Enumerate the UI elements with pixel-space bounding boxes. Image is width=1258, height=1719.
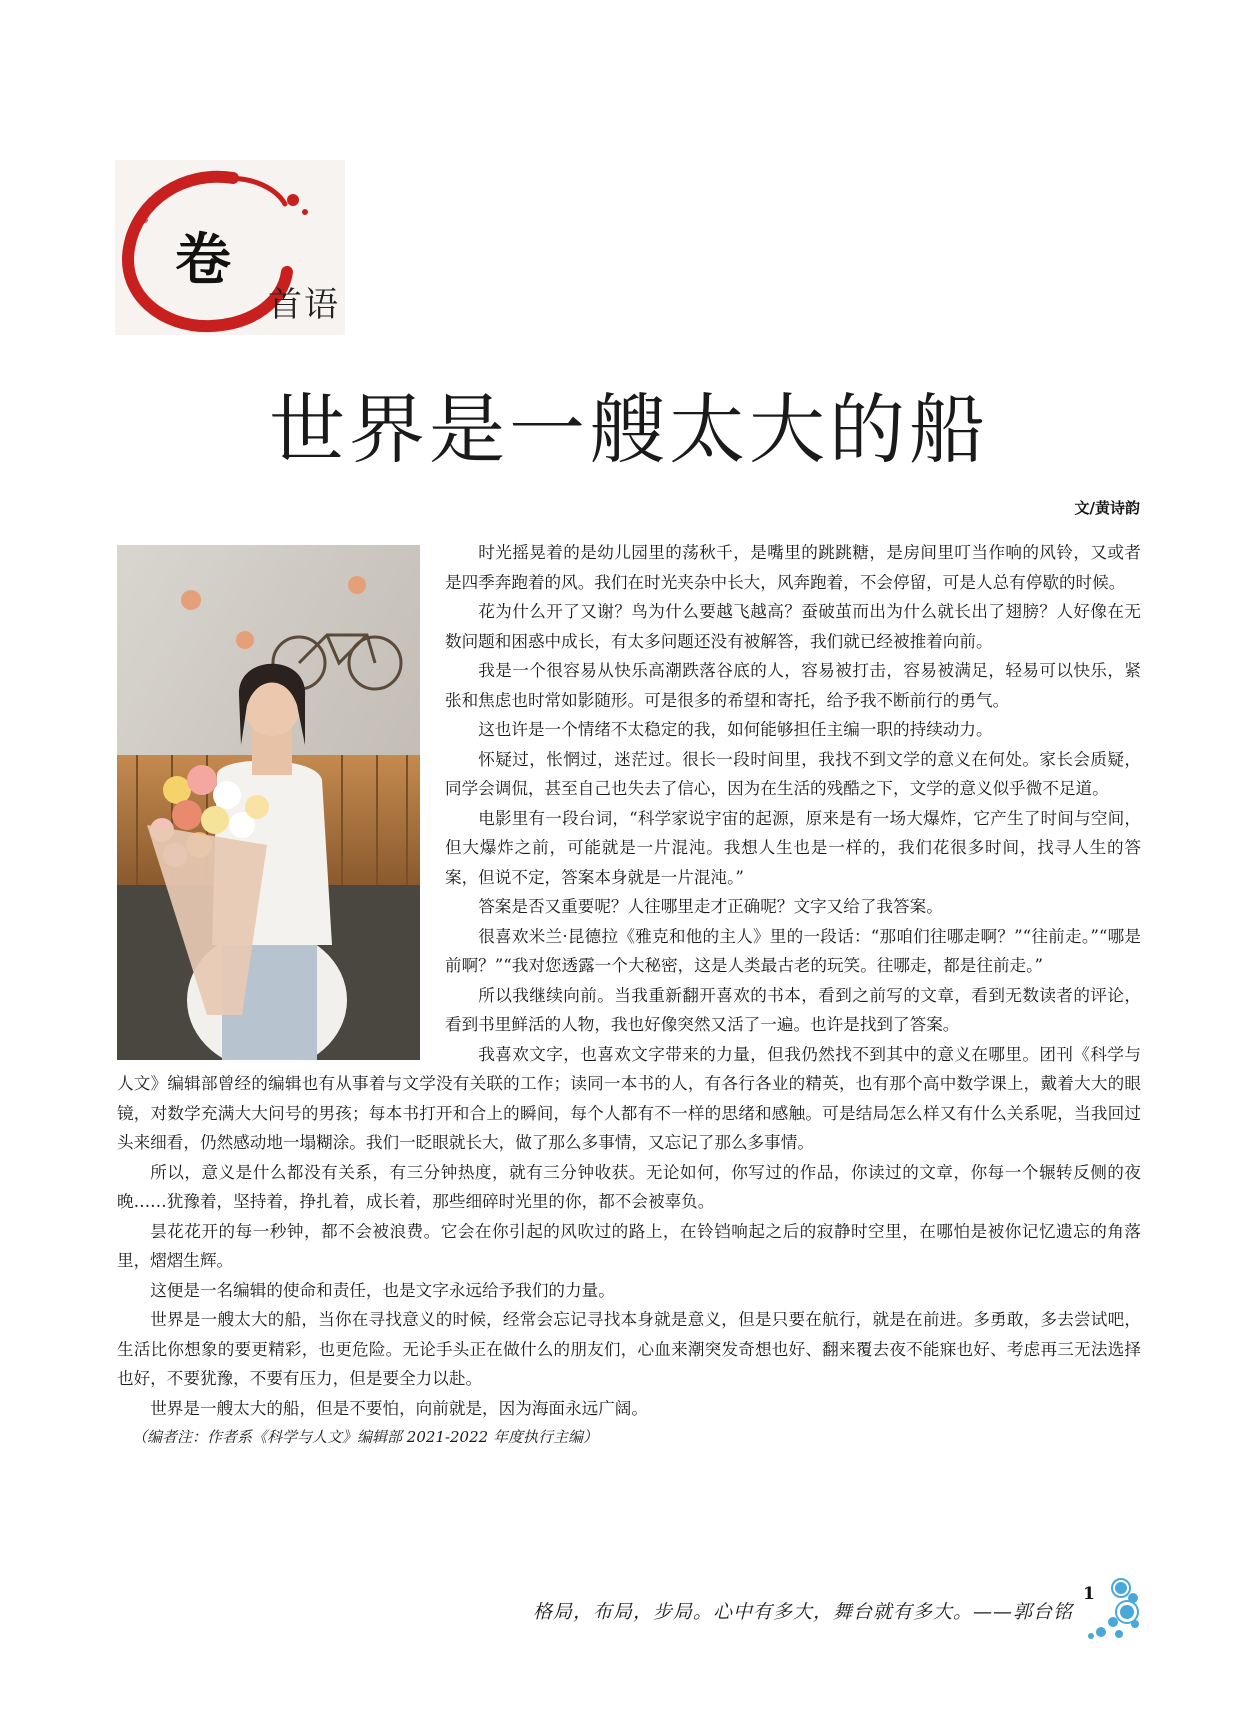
page-number: 1 (1083, 1584, 1095, 1604)
paragraph: 世界是一艘太大的船，当你在寻找意义的时候，经常会忘记寻找本身就是意义，但是只要在航行，就是在前进。多勇敢，多去尝试吧，生活比你想象的要更精彩，也更危险。无论手头正在做什么的朋友们，心血来潮突发奇想也好、翻来覆去夜不能寐也好、考虑再三无法选择也好，不要犹豫，不要有压力，但是要全力以赴。 (117, 1310, 1141, 1388)
paragraph: 所以，意义是什么都没有关系，有三分钟热度，就有三分钟收获。无论如何，你写过的作品，你读过的文章，你每一个辗转反侧的夜晚……犹豫着，坚持着，挣扎着，成长着，那些细碎时光里的你，都不会被辜负。 (117, 1162, 1141, 1211)
paragraph: 我是一个很容易从快乐高潮跌落谷底的人，容易被打击，容易被满足，轻易可以快乐，紧张和焦虑也时常如影随形。可是很多的希望和寄托，给予我不断前行的勇气。 (445, 661, 1141, 710)
article-title: 世界是一艘太大的船 (269, 385, 989, 474)
paragraph: 很喜欢米兰·昆德拉《雅克和他的主人》里的一段话：“那咱们往哪走啊？”“往前走。”“哪是前啊？”“我对您透露一个大秘密，这是人类最古老的玩笑。往哪走，都是往前走。” (445, 926, 1141, 975)
article-body (117, 538, 1141, 1453)
paragraph: 世界是一艘太大的船，但是不要怕，向前就是，因为海面永远广阔。 (150, 1398, 648, 1418)
paragraph: 答案是否又重要呢？人往哪里走才正确呢？文字又给了我答案。 (478, 897, 943, 916)
section-logo-character: 卷 (175, 227, 231, 293)
section-label: 首语 (268, 285, 340, 325)
paragraph: 昙花花开的每一秒钟，都不会被浪费。它会在你引起的风吹过的路上，在铃铛响起之后的寂静时空里，在哪怕是被你记忆遗忘的角落里，熠熠生辉。 (117, 1221, 1141, 1270)
paragraph: 时光摇晃着的是幼儿园里的荡秋千，是嘴里的跳跳糖，是房间里叮当作响的风铃，又或者是四季奔跑着的风。我们在时光夹杂中长大，风奔跑着，不会停留，可是人总有停歇的时候。 (445, 543, 1141, 592)
paragraph: 我喜欢文字，也喜欢文字带来的力量，但我仍然找不到其中的意义在哪里。团刊《科学与人文》编辑部曾经的编辑也有从事着与文学没有关联的工作；读同一本书的人，有各行各业的精英，也有那个高中数学课上，戴着大大的眼镜，对数学充满大大问号的男孩；每本书打开和合上的瞬间，每个人都有不一样的思绪和感触。可是结局怎么样又有什么关系呢，当我回过头来细看，仍然感动地一塌糊涂。我们一眨眼就长大，做了那么多事情，又忘记了那么多事情。 (117, 1044, 1141, 1152)
paragraph: 花为什么开了又谢？鸟为什么要越飞越高？蚕破茧而出为什么就长出了翅膀？人好像在无数问题和困惑中成长，有太多问题还没有被解答，我们就已经被推着向前。 (445, 602, 1141, 651)
article-byline: 文/黄诗韵 (1074, 499, 1140, 517)
photo-spacer (117, 538, 445, 1068)
footer-quote: 格局，布局，步局。心中有多大，舞台就有多大。——郭台铭 (532, 1601, 1073, 1623)
paragraph: 这也许是一个情绪不太稳定的我，如何能够担任主编一职的持续动力。 (478, 720, 993, 739)
paragraph: 所以我继续向前。当我重新翻开喜欢的书本，看到之前写的文章，看到无数读者的评论，看到书里鲜活的人物，我也好像突然又活了一遍。也许是找到了答案。 (445, 985, 1141, 1034)
paragraph: 电影里有一段台词，“科学家说宇宙的起源，原来是有一场大爆炸，它产生了时间与空间，但大爆炸之前，可能就是一片混沌。我想人生也是一样的，我们花很多时间，找寻人生的答案，但说不定，答案本身就是一片混沌。” (445, 808, 1141, 887)
paragraph: 这便是一名编辑的使命和责任，也是文字永远给予我们的力量。 (150, 1280, 615, 1300)
editor-note: （编者注：作者系《科学与人文》编辑部 2021-2022 年度执行主编） (132, 1428, 598, 1446)
paragraph: 怀疑过，怅惘过，迷茫过。很长一段时间里，我找不到文学的意义在何处。家长会质疑，同学会调侃，甚至自己也失去了信心，因为在生活的残酷之下，文学的意义似乎微不足道。 (445, 749, 1141, 798)
